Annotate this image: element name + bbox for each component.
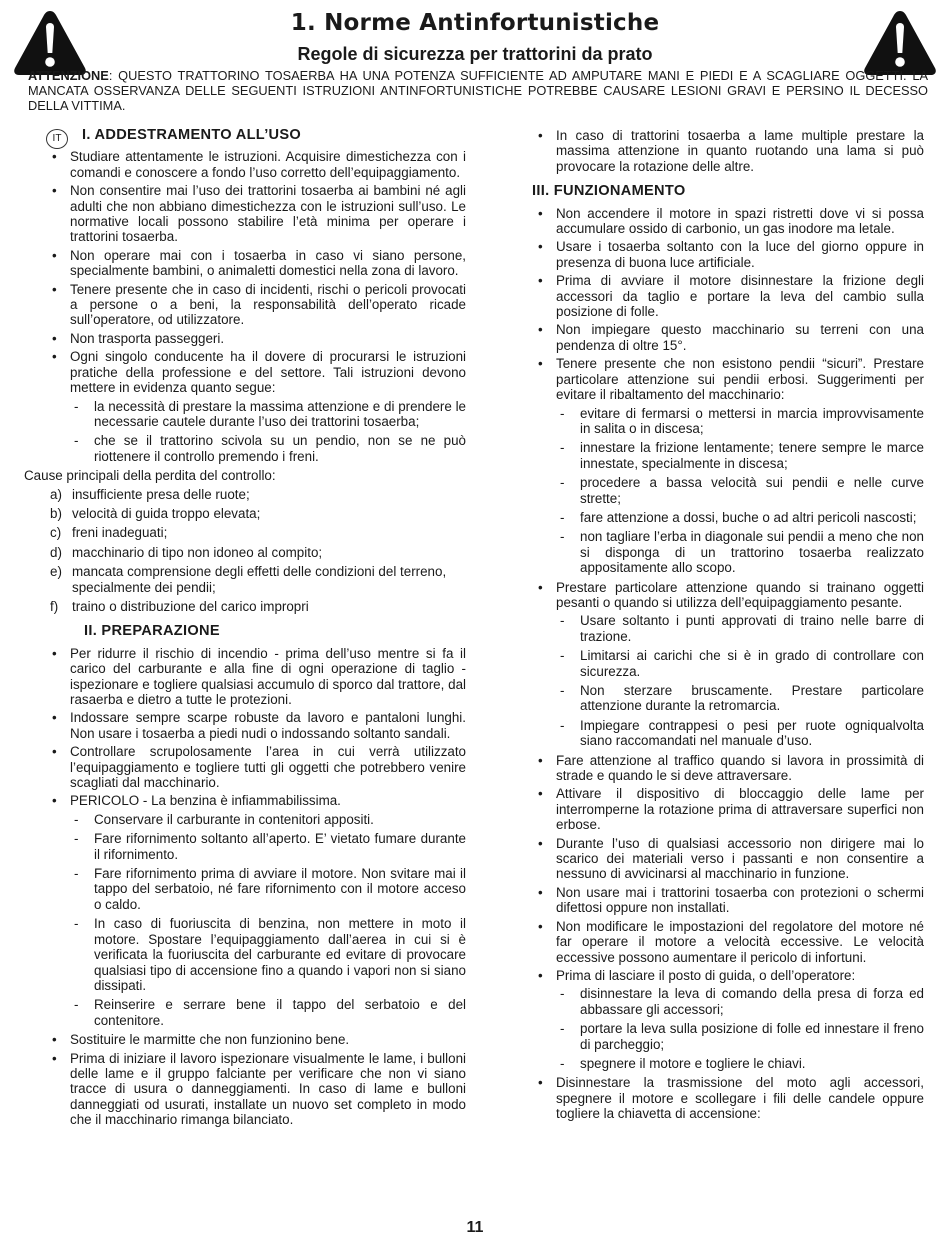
dash-list xyxy=(556,986,924,1071)
page-title: 1. Norme Antinfortunistiche xyxy=(290,10,660,36)
item-text: traino o distribuzione del carico impropri xyxy=(72,598,309,614)
list-item: • Studiare attentamente le istruzioni. Acquisire dimestichezza con i comandi e conoscere a fondo l’uso corretto dell’equipaggiamento. xyxy=(46,149,466,180)
item-text: macchinario di tipo non idoneo al compito; xyxy=(72,544,323,560)
language-mark: IT xyxy=(46,129,68,149)
list-item-text: PERICOLO - La benzina è infiammabilissima. xyxy=(70,793,341,809)
list-item: • Non modificare le impostazioni del regolatore del motore né far operare il motore a velocità eccessive. Le velocità eccessive possono aumentare il pericolo di infortuni. xyxy=(532,919,924,965)
section-heading-addestramento: I. ADDESTRAMENTO ALL’USO xyxy=(82,127,302,143)
right-column xyxy=(532,128,924,1125)
list-item: • In caso di trattorini tosaerba a lame multiple prestare la massima attenzione in quanto ruotando una lama si può provocare la rotazione delle altre. xyxy=(532,128,924,174)
dash-list xyxy=(70,812,466,1028)
list-item: • Prima di avviare il motore disinnestare la frizione degli accessori da taglio e portare la leva del cambio sulla posizione di folle. xyxy=(532,273,924,319)
dash-list xyxy=(556,613,924,748)
list-item: • Non consentire mai l’uso dei trattorini tosaerba ai bambini né agli adulti che non abbiano dimestichezza con le istruzioni sull’uso. Le normative locali possono stabilire l’età minima per operare i trattorini tosaerba. xyxy=(46,183,466,245)
list-item xyxy=(46,793,466,1028)
list-item: - innestare la frizione lentamente; tenere sempre le marce innestate, specialmente in discesa; xyxy=(556,440,924,471)
list-item: • Disinnestare la trasmissione del moto agli accessori, spegnere il motore e scollegare i fili delle candele oppure togliere la chiavetta di accensione: xyxy=(532,1075,924,1121)
list-item: - evitare di fermarsi o mettersi in marcia improvvisamente in salita o in discesa; xyxy=(556,406,924,437)
list-item-text: Prima di lasciare il posto di guida, o dell’operatore: xyxy=(556,967,856,983)
item-text: velocità di guida troppo elevata; xyxy=(72,505,261,521)
warning-text: : QUESTO TRATTORINO TOSAERBA HA UNA POTENZA SUFFICIENTE AD AMPUTARE MANI E PIEDI E A SCAGLIARE OGGETTI. LA MANCATA OSSERVANZA DELLE SEGUENTI ISTRUZIONI ANTINFORTUNISTICHE POTREBBE CAUSARE LESIONI GRAVI E PERSINO IL DECESSO DELLA VITTIMA. xyxy=(28,68,928,113)
section-heading-preparazione: II. PREPARAZIONE xyxy=(84,623,220,640)
list-item: • Prima di iniziare il lavoro ispezionare visualmente le lame, i bulloni delle lame e il gruppo falciante per verificare che non vi siano tracce di usura o danneggiamenti. In caso di lame e bulloni danneggiati od usurati, installate un nuovo set completo in modo che il macchinario rimanga bilanciato. xyxy=(46,1051,466,1128)
list-item xyxy=(50,545,466,560)
page-subtitle: Regole di sicurezza per trattorini da prato xyxy=(297,44,653,64)
list-item xyxy=(532,968,924,1071)
item-label: f) xyxy=(50,598,59,614)
list-item: • Indossare sempre scarpe robuste da lavoro e pantaloni lunghi. Non usare i tosaerba a piedi nudi o indossando soltanto sandali. xyxy=(46,710,466,741)
list-item xyxy=(532,580,924,749)
bullet-list xyxy=(532,206,924,1122)
warning-label: ATTENZIONE xyxy=(28,68,109,83)
section-heading-funzionamento: III. FUNZIONAMENTO xyxy=(532,183,686,200)
list-item xyxy=(532,356,924,575)
list-item: - procedere a bassa velocità sui pendii e nelle curve strette; xyxy=(556,475,924,506)
list-item: • Non operare mai con i tosaerba in caso vi siano persone, specialmente bambini, o animaletti domestici nella zona di lavoro. xyxy=(46,248,466,279)
list-item: - Fare rifornimento soltanto all’aperto. E’ vietato fumare durante il rifornimento. xyxy=(70,831,466,862)
page-number: 11 xyxy=(466,1219,484,1236)
list-item xyxy=(50,599,466,614)
item-text: insufficiente presa delle ruote; xyxy=(72,486,250,502)
dash-list xyxy=(556,406,924,576)
item-text: mancata comprensione degli effetti delle condizioni del terreno, specialmente dei pendii; xyxy=(72,564,447,595)
list-item-text: Tenere presente che non esistono pendii “sicuri”. Prestare particolare attenzione sui pendii erbosi. Suggerimenti per evitare il ribaltamento del macchinario: xyxy=(556,356,924,403)
list-item-text: Prestare particolare attenzione quando si trainano oggetti pesanti o quando si utilizza dell’equipaggiamento pesante. xyxy=(556,579,924,610)
causes-list xyxy=(50,487,466,615)
list-item: - spegnere il motore e togliere le chiavi. xyxy=(556,1056,924,1071)
list-item: • Tenere presente che in caso di incidenti, rischi o pericoli provocati a persone o a beni, la responsabilità dell’operato ricade sull’operatore, od utilizzatore. xyxy=(46,282,466,328)
list-item: - che se il trattorino scivola su un pendio, non se ne può riottenere il controllo premendo i freni. xyxy=(70,433,466,464)
list-item: - Non sterzare bruscamente. Prestare particolare attenzione durante la retromarcia. xyxy=(556,683,924,714)
bullet-list xyxy=(46,149,466,464)
list-item: • Non usare mai i trattorini tosaerba con protezioni o schermi difettosi oppure non installati. xyxy=(532,885,924,916)
list-item xyxy=(46,349,466,464)
list-item: • Sostituire le marmitte che non funzionino bene. xyxy=(46,1032,466,1047)
list-item: - Conservare il carburante in contenitori appositi. xyxy=(70,812,466,827)
list-item: • Attivare il dispositivo di bloccaggio delle lame per interromperne la rotazione prima di attraversare superfici non erbose. xyxy=(532,786,924,832)
list-item: • Durante l’uso di qualsiasi accessorio non dirigere mai lo scarico dei materiali verso i passanti e non consentire a nessuno di avvicinarsi al macchinario in funzione. xyxy=(532,836,924,882)
list-item: • Controllare scrupolosamente l’area in cui verrà utilizzato l’equipaggiamento e togliere tutti gli oggetti che potrebbero venire scagliati dal macchinario. xyxy=(46,744,466,790)
list-item: • Fare attenzione al traffico quando si lavora in prossimità di strade e quando le si deve attraversare. xyxy=(532,753,924,784)
warning-notice xyxy=(28,68,928,113)
list-item: - Limitarsi ai carichi che si è in grado di controllare con sicurezza. xyxy=(556,648,924,679)
bullet-list xyxy=(532,128,924,174)
list-item: • Usare i tosaerba soltanto con la luce del giorno oppure in presenza di buona luce artificiale. xyxy=(532,239,924,270)
item-label: b) xyxy=(50,505,62,521)
list-item: - fare attenzione a dossi, buche o ad altri pericoli nascosti; xyxy=(556,510,924,525)
list-item: - Impiegare contrappesi o pesi per ruote ogniqualvolta siano raccomandati nel manuale d’uso. xyxy=(556,718,924,749)
list-item xyxy=(50,487,466,502)
list-item: • Non impiegare questo macchinario su terreni con una pendenza di oltre 15°. xyxy=(532,322,924,353)
list-item: • Non trasporta passeggeri. xyxy=(46,331,466,346)
causes-heading: Cause principali della perdita del controllo: xyxy=(24,468,276,484)
item-label: a) xyxy=(50,486,62,502)
list-item: • Non accendere il motore in spazi ristretti dove vi si possa accumulare ossido di carbonio, un gas inodore ma letale. xyxy=(532,206,924,237)
item-label: d) xyxy=(50,544,62,560)
list-item xyxy=(50,506,466,521)
list-item xyxy=(50,525,466,540)
list-item: - la necessità di prestare la massima attenzione e di prendere le necessarie cautele durante l’uso dei trattorini tosaerba; xyxy=(70,399,466,430)
list-item-text: Ogni singolo conducente ha il dovere di procurarsi le istruzioni pratiche della professione e del settore. Tali istruzioni devono mettere in evidenza quanto segue: xyxy=(70,349,466,396)
item-label: e) xyxy=(50,564,62,580)
left-column xyxy=(24,127,466,1131)
dash-list xyxy=(70,399,466,465)
list-item: - Fare rifornimento prima di avviare il motore. Non svitare mai il tappo del serbatoio, né fare rifornimento con il motore acceso o caldo. xyxy=(70,866,466,912)
list-item: - portare la leva sulla posizione di folle ed innestare il freno di parcheggio; xyxy=(556,1021,924,1052)
list-item: - Reinserire e serrare bene il tappo del serbatoio e del contenitore. xyxy=(70,997,466,1028)
list-item: • Per ridurre il rischio di incendio - prima dell’uso mentre si fa il carico del carburante e alla fine di ogni operazione di taglio - ispezionare e togliere qualsiasi accumulo di sporco dal trattore, dal rasaerba e dietro a tutte le protezioni. xyxy=(46,646,466,708)
bullet-list xyxy=(46,646,466,1128)
list-item: - disinnestare la leva di comando della presa di forza ed abbassare gli accessori; xyxy=(556,986,924,1017)
item-label: c) xyxy=(50,525,62,541)
list-item: - non tagliare l’erba in diagonale sui pendii a meno che non si disponga di un trattorino tosaerba realizzato appositamente allo scopo. xyxy=(556,529,924,575)
list-item: - In caso di fuoriuscita di benzina, non mettere in moto il motore. Spostare l’equipaggiamento dall’aerea in cui si è verificata la fuoriuscita del carburante ed evitare di provocare qualsiasi tipo di accensione fino a quando i vapori non si siano dissipati. xyxy=(70,916,466,993)
item-text: freni inadeguati; xyxy=(72,525,168,541)
list-item xyxy=(50,564,466,595)
list-item: - Usare soltanto i punti approvati di traino nelle barre di trazione. xyxy=(556,613,924,644)
